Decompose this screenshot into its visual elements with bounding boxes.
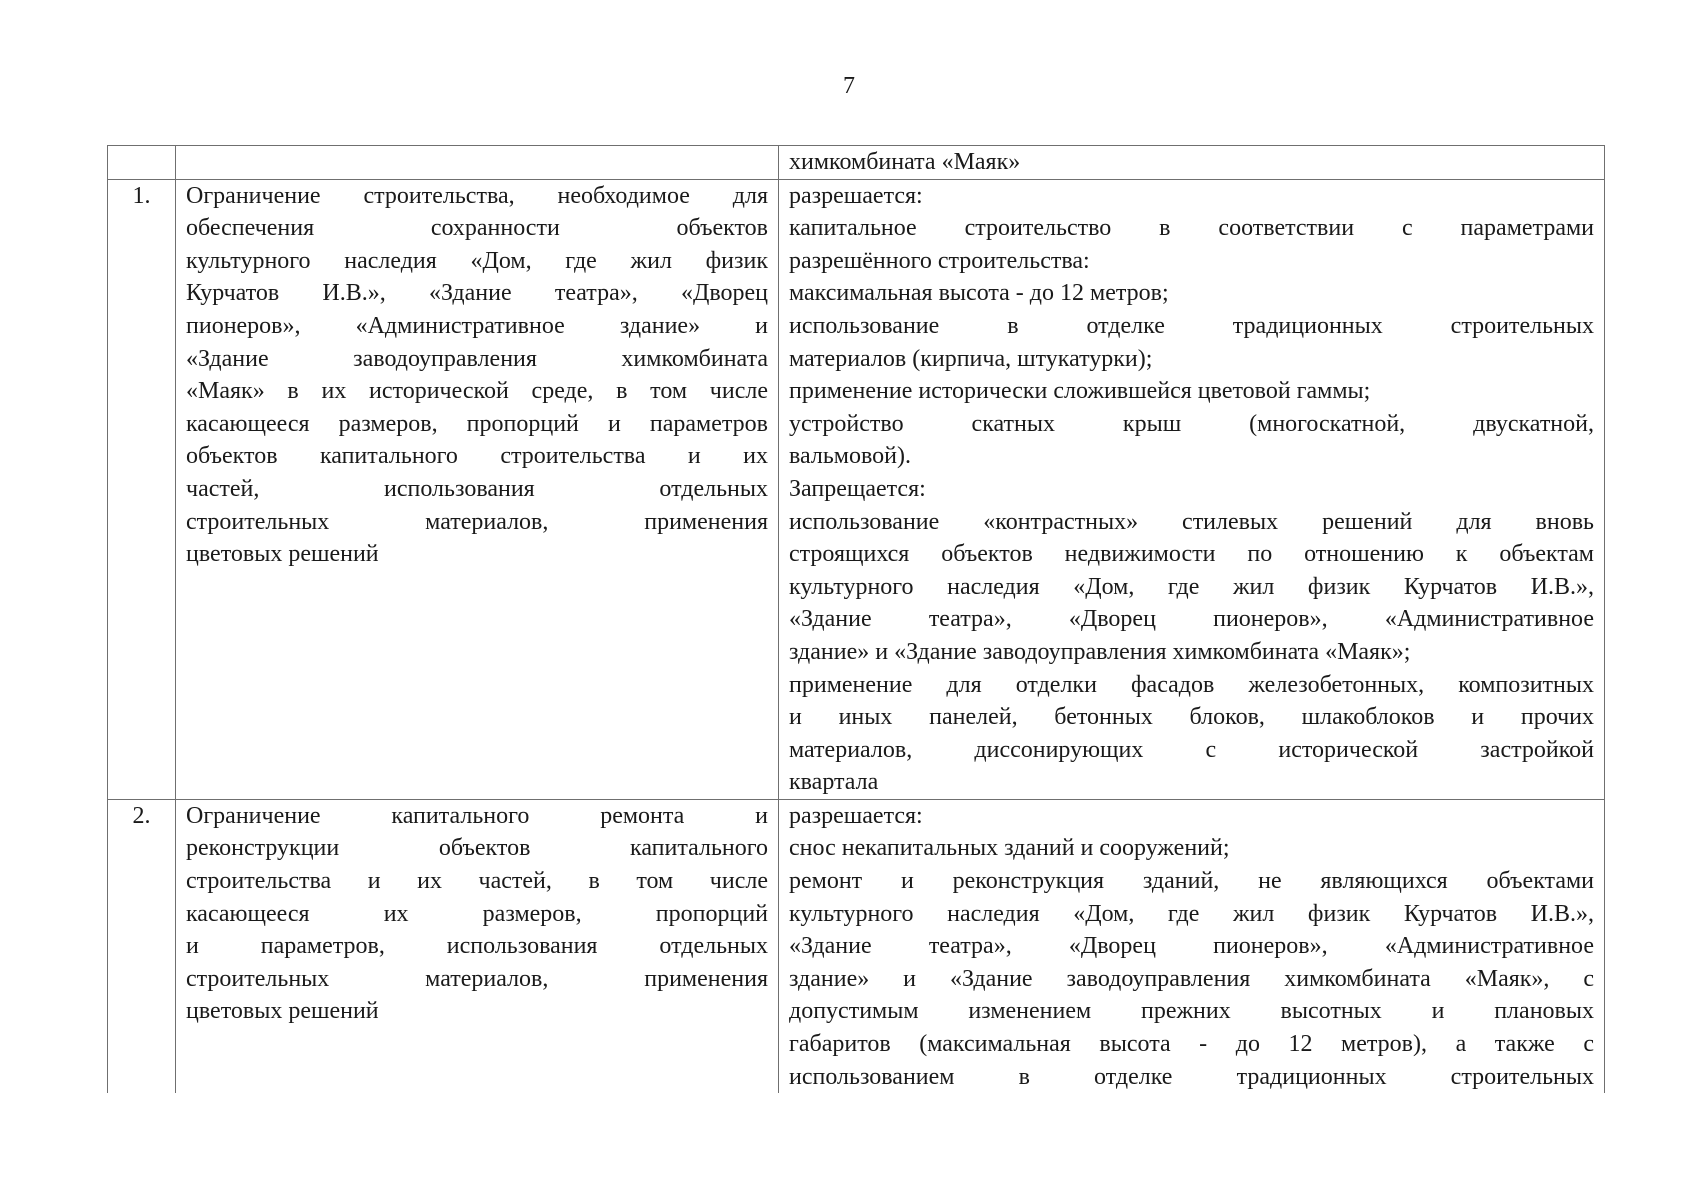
requirements-cell xyxy=(779,179,1605,799)
table-row xyxy=(108,799,1605,1093)
requirement-line: «Здание театра», «Дворец пионеров», «Административное xyxy=(789,606,1594,633)
restriction-line: строительных материалов, применения xyxy=(186,965,768,992)
restriction-line: объектов капитального строительства и их xyxy=(186,443,768,470)
restriction-line: цветовых решений xyxy=(186,541,379,568)
row-number-cell xyxy=(108,146,176,180)
requirements-cell xyxy=(779,799,1605,1093)
restriction-line: реконструкции объектов капитального xyxy=(186,835,768,862)
restriction-line: касающееся размеров, пропорций и параметров xyxy=(186,410,768,437)
requirement-line: культурного наследия «Дом, где жил физик Курчатов И.В.», xyxy=(789,573,1594,600)
requirement-line: разрешается: xyxy=(789,182,923,209)
requirement-line: культурного наследия «Дом, где жил физик Курчатов И.В.», xyxy=(789,900,1594,927)
requirement-line: материалов (кирпича, штукатурки); xyxy=(789,345,1153,372)
row-number-cell: 1. xyxy=(108,179,176,799)
restriction-cell xyxy=(176,146,779,180)
table-row-continuation xyxy=(108,146,1605,180)
requirement-line: разрешённого строительства: xyxy=(789,247,1090,274)
restriction-line: строительства и их частей, в том числе xyxy=(186,868,768,895)
requirement-line: габаритов (максимальная высота - до 12 метров), а также с xyxy=(789,1031,1594,1058)
requirement-line: здание» и «Здание заводоуправления химкомбината «Маяк», с xyxy=(789,965,1594,992)
restriction-line: и параметров, использования отдельных xyxy=(186,933,768,960)
requirement-line: устройство скатных крыш (многоскатной, двускатной, xyxy=(789,410,1594,437)
restriction-line: пионеров», «Административное здание» и xyxy=(186,312,768,339)
restriction-line: «Здание заводоуправления химкомбината xyxy=(186,345,768,372)
requirement-line: материалов, диссонирующих с исторической застройкой xyxy=(789,736,1594,763)
requirement-line: здание» и «Здание заводоуправления химкомбината «Маяк»; xyxy=(789,638,1411,665)
restriction-line: частей, использования отдельных xyxy=(186,475,768,502)
restriction-line: цветовых решений xyxy=(186,998,379,1025)
restrictions-table xyxy=(107,145,1605,1093)
restriction-cell xyxy=(176,799,779,1093)
requirement-line: максимальная высота - до 12 метров; xyxy=(789,280,1169,307)
restriction-line: Курчатов И.В.», «Здание театра», «Дворец xyxy=(186,280,768,307)
page-number: 7 xyxy=(843,73,855,99)
row-number-cell: 2. xyxy=(108,799,176,1093)
restriction-line: строительных материалов, применения xyxy=(186,508,768,535)
requirement-line: использованием в отделке традиционных строительных xyxy=(789,1063,1594,1090)
requirement-line: использование «контрастных» стилевых решений для вновь xyxy=(789,508,1594,535)
requirement-line: капитальное строительство в соответствии с параметрами xyxy=(789,215,1594,242)
requirement-line: Запрещается: xyxy=(789,475,926,502)
restriction-cell xyxy=(176,179,779,799)
requirement-line: «Здание театра», «Дворец пионеров», «Административное xyxy=(789,933,1594,960)
restriction-line: обеспечения сохранности объектов xyxy=(186,215,768,242)
requirement-line: квартала xyxy=(789,769,879,796)
requirement-line: использование в отделке традиционных строительных xyxy=(789,312,1594,339)
requirement-line: и иных панелей, бетонных блоков, шлакоблоков и прочих xyxy=(789,704,1594,731)
requirement-line: вальмовой). xyxy=(789,443,911,470)
restriction-line: «Маяк» в их исторической среде, в том числе xyxy=(186,378,768,405)
restriction-line: касающееся их размеров, пропорций xyxy=(186,900,768,927)
requirement-line: строящихся объектов недвижимости по отношению к объектам xyxy=(789,541,1594,568)
restriction-line: культурного наследия «Дом, где жил физик xyxy=(186,247,768,274)
requirement-line: применение для отделки фасадов железобетонных, композитных xyxy=(789,671,1594,698)
table-row xyxy=(108,179,1605,799)
restriction-line: Ограничение капитального ремонта и xyxy=(186,802,768,829)
requirement-line: применение исторически сложившейся цветовой гаммы; xyxy=(789,378,1371,405)
requirement-line: разрешается: xyxy=(789,802,923,829)
requirement-line: снос некапитальных зданий и сооружений; xyxy=(789,835,1230,862)
requirement-line: ремонт и реконструкция зданий, не являющихся объектами xyxy=(789,868,1594,895)
restriction-line: Ограничение строительства, необходимое для xyxy=(186,182,768,209)
requirement-line: допустимым изменением прежних высотных и плановых xyxy=(789,998,1594,1025)
requirements-cell xyxy=(779,146,1605,180)
requirement-line: химкомбината «Маяк» xyxy=(789,149,1021,175)
